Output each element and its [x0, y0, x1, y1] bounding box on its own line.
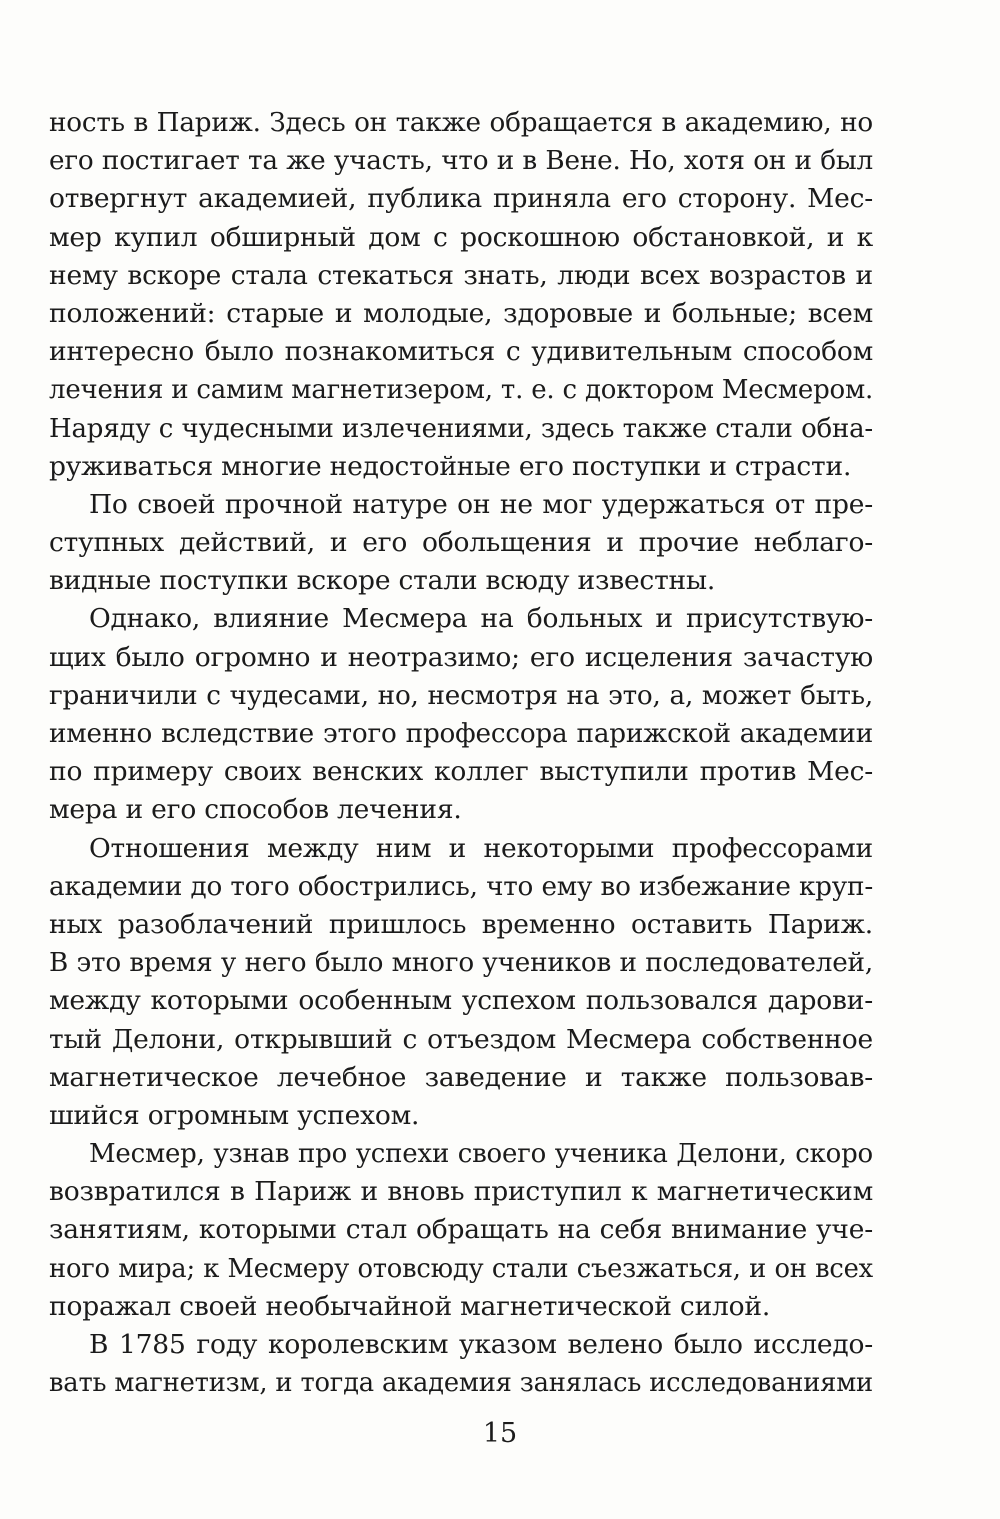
text-line: поражал своей необычайной магнетической силой. [49, 1290, 771, 1322]
text-line: между которыми особенным успехом пользовался дарови- [49, 985, 873, 1017]
text-line: занятиям, которыми стал обращать на себя внимание уче- [49, 1214, 873, 1246]
text-line: магнетическое лечебное заведение и также пользовав- [49, 1061, 873, 1093]
text-line: По своей прочной натуре он не мог удержаться от пре- [89, 488, 873, 520]
page-body [49, 104, 873, 1402]
text-line: положений: старые и молодые, здоровые и больные; всем [49, 297, 873, 329]
text-line: щих было огромно и неотразимо; его исцеления зачастую [49, 641, 873, 673]
text-line: Наряду с чудесными излечениями, здесь также стали обна- [49, 413, 873, 444]
paragraph-6 [49, 1326, 873, 1402]
paragraph-1 [49, 104, 873, 486]
text-line: ных разоблачений пришлось временно оставить Париж. [49, 908, 873, 940]
text-line: именно вследствие этого профессора парижской академии [49, 719, 873, 749]
paragraph-2 [49, 486, 873, 601]
text-line: Месмер, узнав про успехи своего ученика Делони, скоро [89, 1139, 873, 1170]
text-line: ность в Париж. Здесь он также обращается в академию, но [49, 108, 873, 138]
text-line: видные поступки вскоре стали всюду известны. [49, 565, 716, 597]
paragraph-3 [49, 600, 873, 829]
text-line: мера и его способов лечения. [49, 794, 462, 826]
paragraph-4 [49, 830, 873, 1136]
text-line: В это время у него было много учеников и последователей, [49, 948, 873, 979]
text-line: Отношения между ним и некоторыми профессорами [89, 832, 873, 864]
text-line: возвратился в Париж и вновь приступил к магнетическим [49, 1176, 873, 1208]
text-line: ного мира; к Месмеру отовсюду стали съезжаться, и он всех [49, 1253, 873, 1284]
text-line: вать магнетизм, и тогда академия занялась исследованиями [49, 1368, 873, 1399]
text-line: нему вскоре стала стекаться знать, люди всех возрастов и [49, 259, 873, 291]
text-line: интересно было познакомиться с удивительным способом [49, 336, 873, 368]
text-line: по примеру своих венских коллег выступили против Мес- [49, 756, 873, 788]
text-line: отвергнут академией, публика приняла его сторону. Мес- [49, 183, 873, 215]
text-line: граничили с чудесами, но, несмотря на это, а, может быть, [49, 680, 873, 711]
page-number: 15 [482, 1418, 518, 1449]
text-line: В 1785 году королевским указом велено было исследо- [89, 1329, 873, 1360]
text-line: Однако, влияние Месмера на больных и присутствую- [89, 603, 873, 635]
text-line: академии до того обострились, что ему во избежание круп- [49, 871, 873, 902]
text-line: тый Делони, открывший с отъездом Месмера собственное [49, 1023, 873, 1055]
text-line: его постигает та же участь, что и в Вене. Но, хотя он и был [49, 146, 873, 177]
text-line: ступных действий, и его обольщения и прочие неблаго- [49, 527, 873, 559]
text-line: лечения и самим магнетизером, т. е. с доктором Месмером. [49, 375, 874, 406]
text-line: мер купил обширный дом с роскошною обстановкой, и к [49, 221, 873, 253]
text-line: руживаться многие недостойные его поступки и страсти. [49, 450, 852, 482]
text-line: шийся огромным успехом. [49, 1099, 420, 1131]
paragraph-5 [49, 1135, 873, 1326]
